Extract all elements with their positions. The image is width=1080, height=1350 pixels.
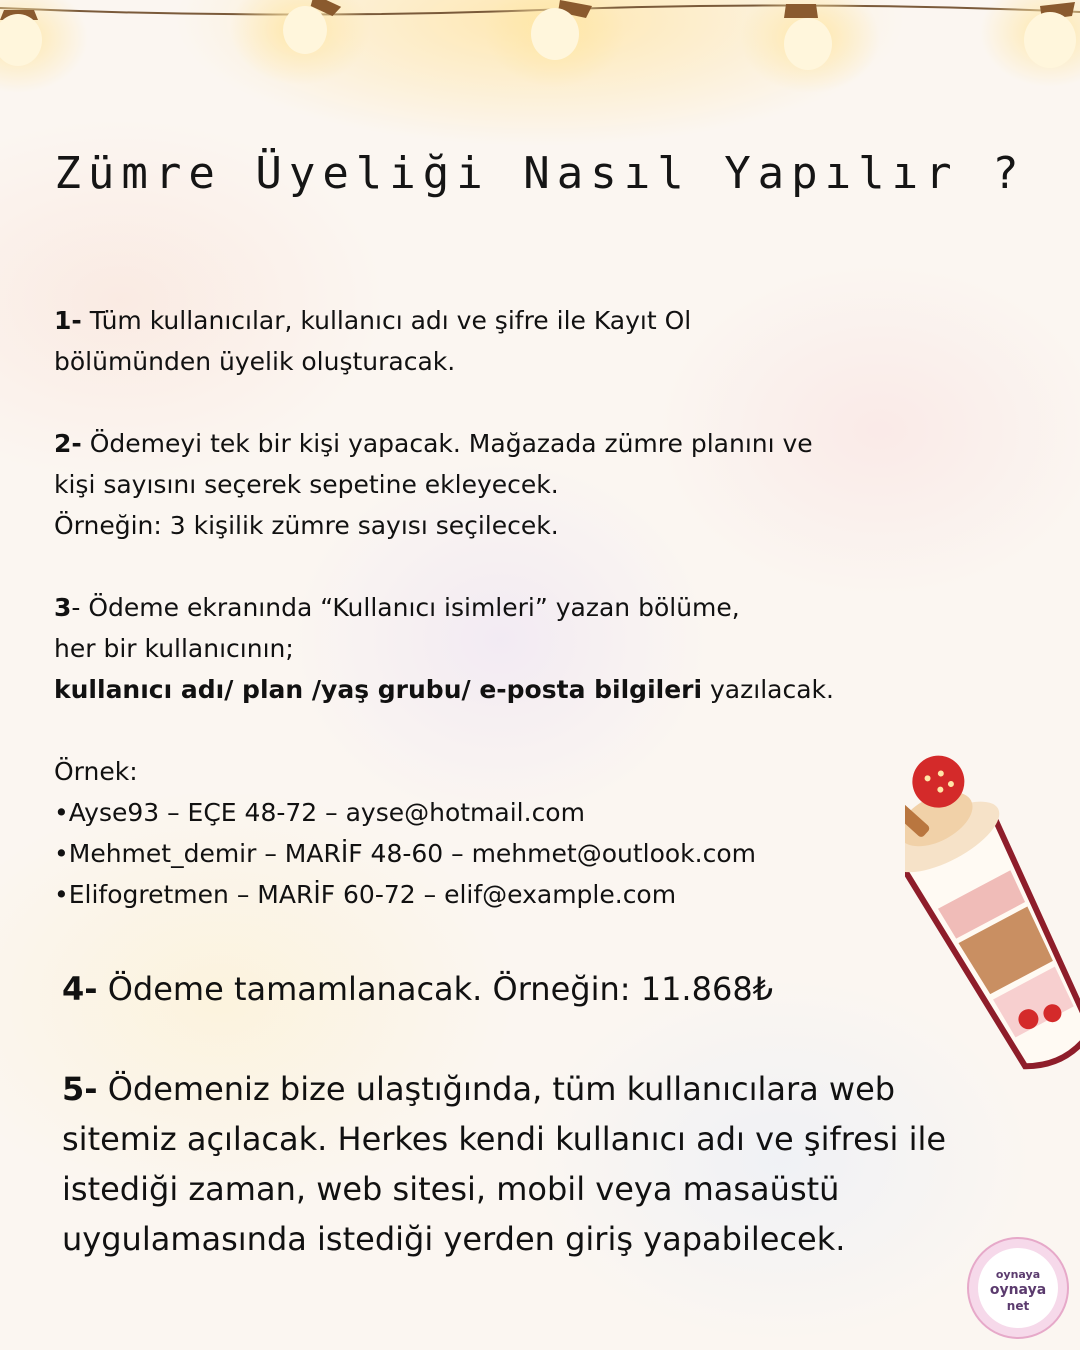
instructions [54, 300, 984, 915]
step-1-text: Tüm kullanıcılar, kullanıcı adı ve şifre ile Kayıt Ol [81, 306, 692, 335]
example-item: •Elifogretmen – MARİF 60-72 – elif@example.com [54, 880, 677, 909]
step-2-example: Örneğin: 3 kişilik zümre sayısı seçilecek. [54, 511, 559, 540]
step-3-text: - Ödeme ekranında “Kullanıcı isimleri” yazan bölüme, [71, 593, 740, 622]
examples-label: Örnek: [54, 757, 138, 786]
step-3-bold-text: kullanıcı adı/ plan /yaş grubu/ e-posta bilgileri [54, 675, 703, 704]
step-2-text-2: kişi sayısını seçerek sepetine ekleyecek. [54, 470, 559, 499]
logo-text-2: oynaya [989, 1282, 1047, 1298]
step-1 [54, 300, 984, 382]
examples [54, 751, 984, 915]
step-2-number: 2- [54, 429, 82, 458]
step-4-text: Ödeme tamamlanacak. Örneğin: 11.868₺ [97, 970, 774, 1008]
step-4 [62, 965, 773, 1013]
step-5-text: Ödemeniz bize ulaştığında, tüm kullanıcılara web sitemiz açılacak. Herkes kendi kullanıcı adı ve şifresi ile istediği zaman, web sitesi, mobil veya masaüstü uygulamasında istediği yerden giriş yapabilecek. [62, 1070, 947, 1258]
step-4-number: 4- [62, 970, 98, 1008]
example-item: •Mehmet_demir – MARİF 48-60 – mehmet@outlook.com [54, 839, 756, 868]
step-3-tail: yazılacak. [702, 675, 834, 704]
step-5-number: 5- [62, 1070, 98, 1108]
step-3 [54, 587, 984, 710]
step-3-number: 3 [54, 593, 72, 622]
step-5 [62, 1064, 1012, 1264]
step-2-text: Ödemeyi tek bir kişi yapacak. Mağazada zümre planını ve [81, 429, 813, 458]
bulb-icon [230, 0, 370, 85]
example-item: •Ayse93 – EÇE 48-72 – ayse@hotmail.com [54, 798, 585, 827]
bulb-icon [485, 0, 625, 87]
oynaya-logo [966, 1236, 1070, 1340]
step-1-number: 1- [54, 306, 82, 335]
bulb-icon [0, 0, 88, 93]
bulb-icon [980, 0, 1080, 87]
step-1-text-2: bölümünden üyelik oluşturacak. [54, 347, 456, 376]
step-2 [54, 423, 984, 546]
milkshake-illustration [905, 735, 1080, 1105]
logo-text-3: net [1006, 1299, 1030, 1313]
bulb-icon [740, 0, 880, 93]
string-lights-decoration [0, 0, 1080, 120]
page-title: Zümre Üyeliği Nasıl Yapılır ? [54, 148, 1026, 199]
step-3-text-2: her bir kullanıcının; [54, 634, 294, 663]
logo-text-1: oynaya [995, 1268, 1041, 1281]
